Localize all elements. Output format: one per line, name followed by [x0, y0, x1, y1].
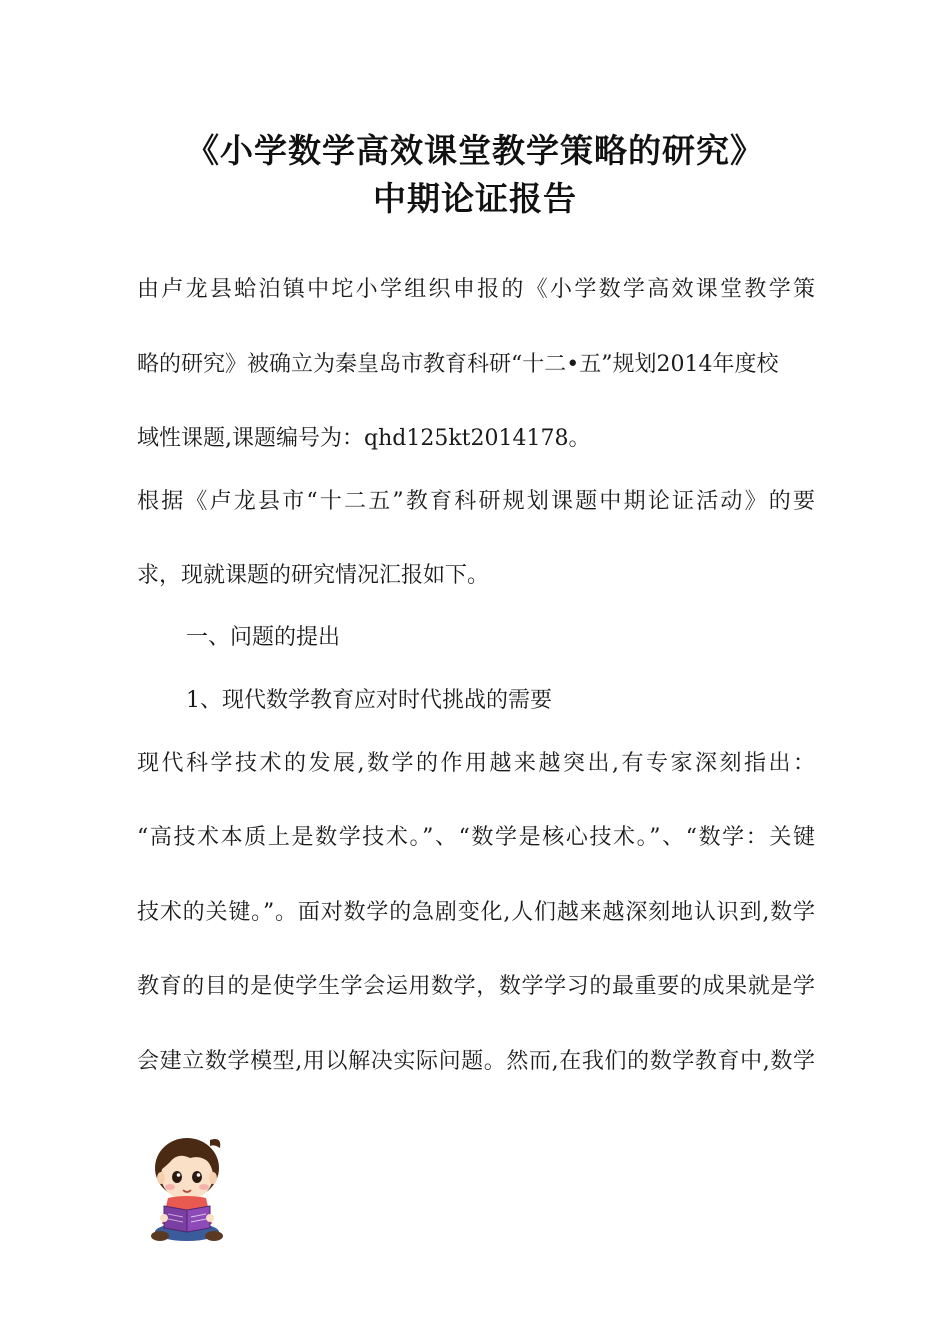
subsection-heading: 1、现代数学教育应对时代挑战的需要 [186, 688, 552, 713]
document-subtitle: 中期论证报告 [373, 179, 577, 218]
document-title: 《小学数学高效课堂教学策略的研究》 [186, 131, 764, 170]
paragraph-line: 域性课题,课题编号为：qhd125kt2014178。 [137, 426, 591, 451]
paragraph-line: 由卢龙县蛤泊镇中坨小学组织申报的《小学数学高效课堂教学策 [137, 277, 815, 302]
paragraph-line: 根据《卢龙县市“十二五”教育科研规划课题中期论证活动》的要 [137, 489, 815, 514]
paragraph-line: 教育的目的是使学生学会运用数学，数学学习的最重要的成果就是学 [137, 974, 815, 999]
reading-child-icon [140, 1132, 240, 1252]
paragraph-line: 现代科学技术的发展,数学的作用越来越突出,有专家深刻指出： [137, 751, 815, 776]
paragraph-line: 求，现就课题的研究情况汇报如下。 [137, 563, 490, 588]
paragraph-line: 略的研究》被确立为秦皇岛市教育科研“十二•五”规划2014年度校 [137, 352, 779, 377]
paragraph-line: 会建立数学模型,用以解决实际问题。然而,在我们的数学教育中,数学 [137, 1049, 815, 1074]
paragraph-line: 技术的关键。”。面对数学的急剧变化,人们越来越深刻地认识到,数学 [137, 900, 815, 925]
section-heading: 一、问题的提出 [186, 625, 341, 650]
paragraph-line: “高技术本质上是数学技术。”、“数学是核心技术。”、“数学：关键 [137, 825, 815, 850]
